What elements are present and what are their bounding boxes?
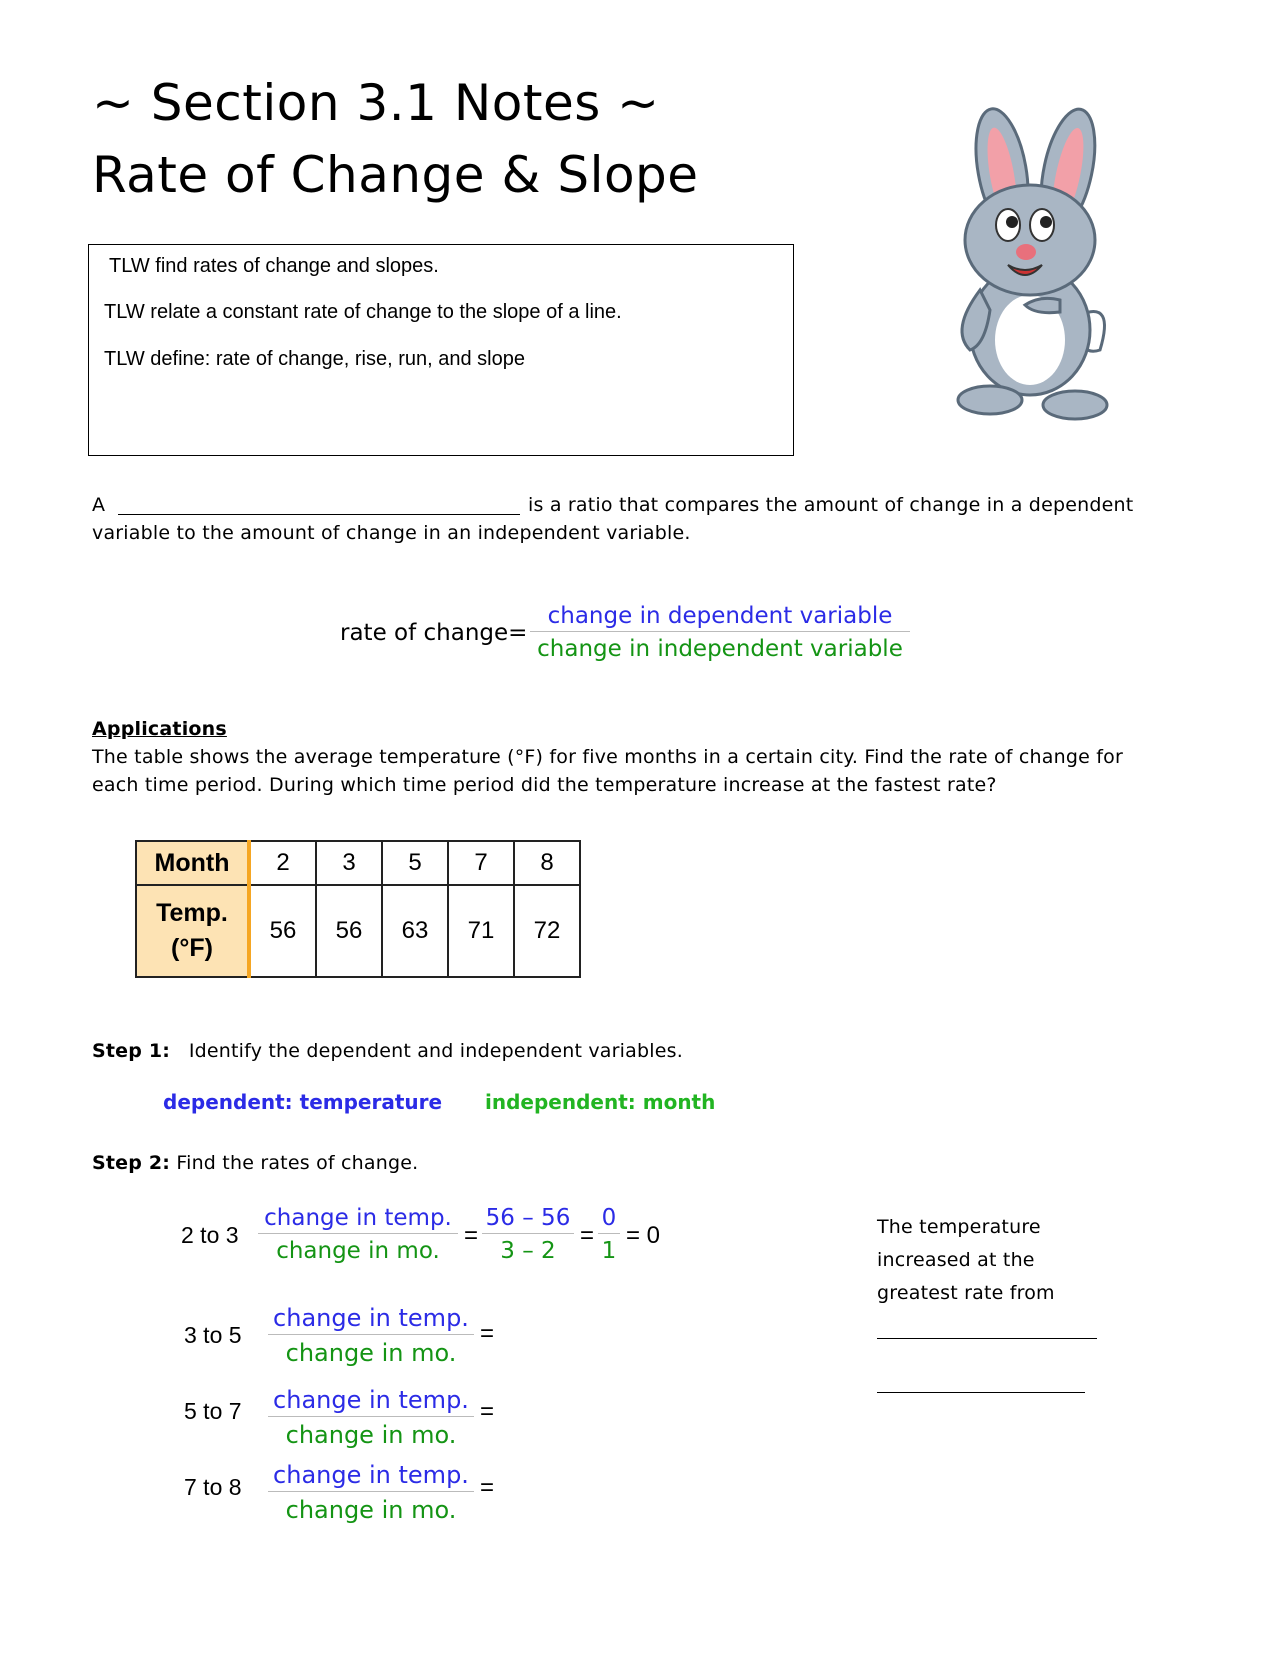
equals-sign: = [480,1398,495,1425]
dependent-variable: dependent: temperature [163,1090,443,1114]
formula-denominator: change in independent variable [537,636,903,662]
conclusion-blank-1[interactable] [877,1338,1097,1339]
rate-calc-denominator: 3 – 2 [500,1238,556,1264]
rate-numerator: change in temp. [268,1304,474,1335]
table-cell-month: 2 [249,841,316,885]
rate-period: 5 to 7 [184,1398,242,1424]
equals-sign: = [480,1474,495,1501]
step1-line [92,1040,683,1062]
rate-fraction [268,1386,474,1449]
table-cell-month: 7 [448,841,514,885]
rate-numerator: change in temp. [268,1386,474,1417]
rate-numerator: change in temp. [268,1461,474,1492]
definition-lead: A [92,494,106,516]
table-header-temp-line1: Temp. [156,899,228,927]
definition-blank[interactable] [118,514,520,515]
objective-3: TLW define: rate of change, rise, run, and slope [104,348,525,370]
rate-fraction [268,1304,474,1367]
rate-denominator: change in mo. [285,1421,457,1449]
table-header-month: Month [136,841,249,885]
rate-simplified-numerator: 0 [598,1205,620,1234]
table-cell-temp: 56 [249,885,316,977]
applications-text-line1: The table shows the average temperature (°F) for five months in a certain city. Find the rate of change for [92,746,1123,768]
page-title-line1: ~ Section 3.1 Notes ~ [92,74,660,132]
table-cell-temp: 72 [514,885,580,977]
definition-line2: variable to the amount of change in an independent variable. [92,522,691,544]
rate-period: 3 to 5 [184,1322,242,1348]
applications-heading: Applications [92,718,227,740]
table-cell-temp: 63 [382,885,448,977]
conclusion-line3: greatest rate from [877,1282,1055,1304]
objective-2: TLW relate a constant rate of change to the slope of a line. [104,301,622,323]
formula-lhs: rate of change= [340,620,528,646]
rate-denominator: change in mo. [276,1238,440,1264]
conclusion-blank-2[interactable] [877,1392,1085,1393]
rate-denominator: change in mo. [285,1339,457,1367]
rate-simplified-fraction [598,1205,620,1264]
step1-label: Step 1: [92,1040,171,1062]
equals-sign: = [580,1222,595,1249]
step2-line [92,1152,418,1174]
table-row-month [136,841,580,885]
objectives-box [88,244,794,456]
bunny-illustration [930,100,1140,430]
equals-sign: = [464,1222,479,1249]
applications-text-line2: each time period. During which time period did the temperature increase at the fastest rate? [92,774,997,796]
page-title-line2: Rate of Change & Slope [92,146,699,204]
rate-period: 7 to 8 [184,1474,242,1500]
independent-variable: independent: month [485,1090,716,1114]
rate-numerator: change in temp. [258,1205,458,1234]
rate-period: 2 to 3 [181,1222,239,1248]
formula-fraction [530,603,910,662]
equals-sign: = [480,1320,495,1347]
conclusion-line2: increased at the [877,1249,1035,1271]
objective-1: TLW find rates of change and slopes. [109,255,439,277]
rate-simplified-denominator: 1 [601,1238,617,1264]
step2-text: Find the rates of change. [176,1152,419,1174]
rate-result: = 0 [626,1222,661,1249]
table-header-temp-line2: (°F) [171,934,213,962]
rate-fraction [268,1461,474,1524]
rate-calc-fraction [482,1205,574,1264]
step2-label: Step 2: [92,1152,171,1174]
temperature-table [135,840,581,978]
definition-rest-line1: is a ratio that compares the amount of change in a dependent [528,494,1134,516]
rate-calc-numerator: 56 – 56 [482,1205,574,1234]
rate-denominator: change in mo. [285,1496,457,1524]
table-cell-month: 5 [382,841,448,885]
conclusion-line1: The temperature [877,1216,1041,1238]
table-header-temp [136,885,249,977]
table-cell-temp: 71 [448,885,514,977]
table-cell-temp: 56 [316,885,382,977]
step1-text: Identify the dependent and independent variables. [188,1040,683,1062]
table-cell-month: 8 [514,841,580,885]
formula-numerator: change in dependent variable [530,603,910,632]
rate-fraction [258,1205,458,1264]
table-cell-month: 3 [316,841,382,885]
table-row-temp [136,885,580,977]
